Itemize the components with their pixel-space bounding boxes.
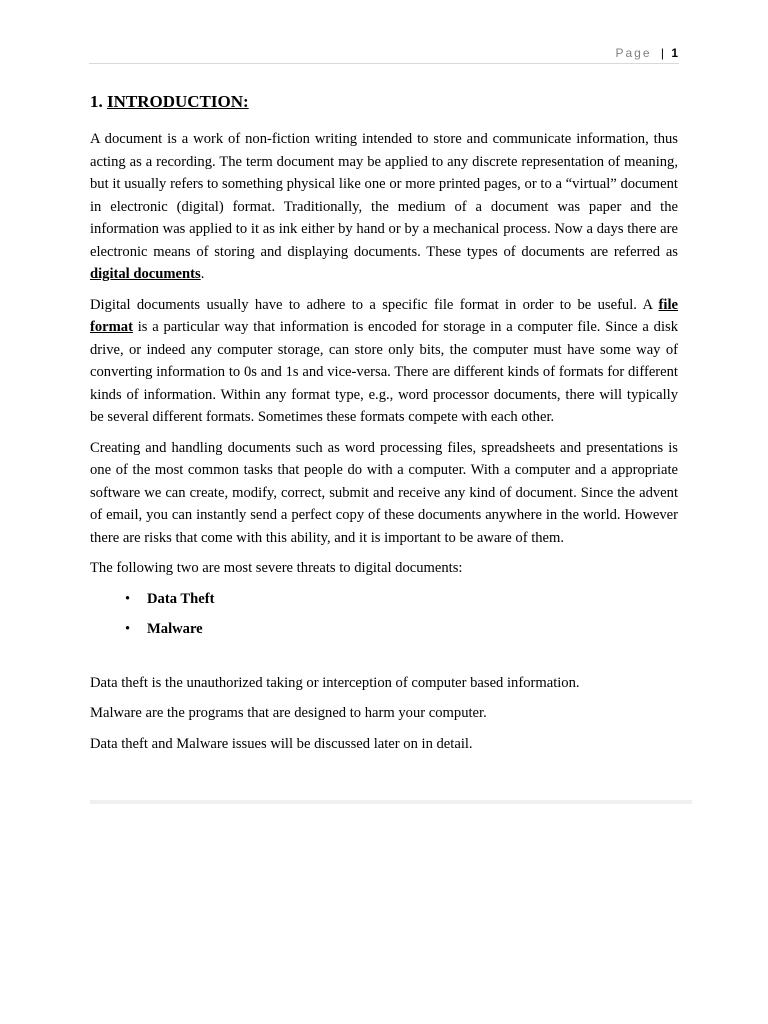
digital-documents-term: digital documents <box>90 266 201 282</box>
section-title: INTRODUCTION: <box>107 92 249 111</box>
file-format-term: file format <box>90 296 678 335</box>
list-item: • Data Theft <box>147 588 678 610</box>
paragraph-malware: Malware are the programs that are designed to harm your computer. <box>90 705 487 721</box>
page-label: Page <box>615 46 652 60</box>
paragraph-file-format <box>90 294 678 429</box>
page-header <box>615 46 678 60</box>
paragraph-intro-end: . <box>200 266 205 282</box>
header-rule <box>89 63 679 64</box>
section-number: 1. <box>90 92 103 111</box>
list-item: • Malware <box>147 618 678 640</box>
page-number: 1 <box>671 46 678 60</box>
paragraph-threats-intro: The following two are most severe threats to digital documents: <box>90 560 463 576</box>
paragraph-intro-text: A document is a work of non-fiction writing intended to store and communicate information, thus acting as a recording. The term document may be applied to any discrete representation of meaning, but it usually refers to something physical like one or more printed pages, or to a “virtual” document in electronic (digital) format. Traditionally, the medium of a document was paper and the information was applied to it as ink either by hand or by a mechanical process. Now a days there are electronic means of storing and displaying documents. These types of documents are referred as <box>90 131 678 260</box>
paragraph-handling: Creating and handling documents such as word processing files, spreadsheets and presentations is one of the most common tasks that people do with a computer. With a computer and a appropriate software we can create, modify, correct, submit and receive any kind of document. Since the advent of email, you can instantly send a perfect copy of these documents anywhere in the world. However there are risks that come with this ability, and it is important to be aware of them. <box>90 439 678 546</box>
footer-rule <box>90 800 692 804</box>
document-body <box>90 88 678 763</box>
threat-list <box>90 588 678 640</box>
page-separator: | <box>660 46 664 60</box>
paragraph-file-format-text: Digital documents usually have to adhere to a specific file format in order to be useful. A <box>90 296 659 313</box>
paragraph-closing: Data theft and Malware issues will be discussed later on in detail. <box>90 735 473 752</box>
section-heading <box>90 88 678 116</box>
paragraph-intro <box>90 128 678 286</box>
paragraph-file-format-rest: is a particular way that information is encoded for storage in a computer file. Since a disk drive, or indeed any computer storage, can store only bits, the computer must have some way of converting information to 0s and 1s and vice-versa. There are different kinds of formats for different kinds of information. Within any format type, e.g., word processor documents, there will typically be several different formats. Sometimes these formats compete with each other. <box>90 319 678 425</box>
paragraph-data-theft: Data theft is the unauthorized taking or interception of computer based information. <box>90 674 580 691</box>
